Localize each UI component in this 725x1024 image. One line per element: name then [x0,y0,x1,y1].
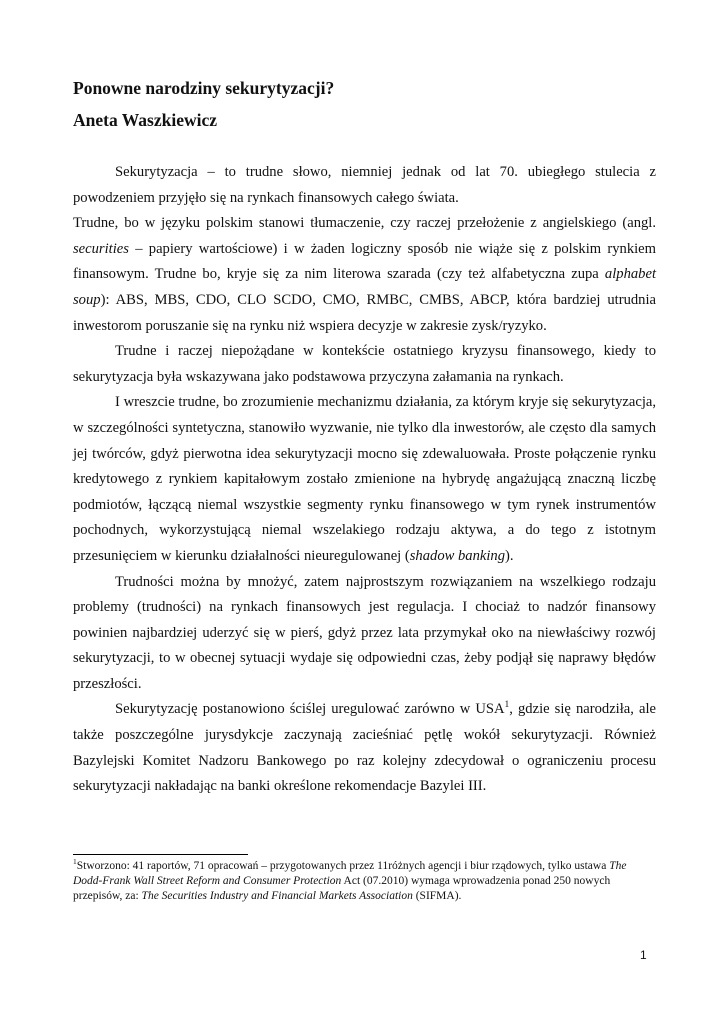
paragraph-1: Sekurytyzacja – to trudne słowo, niemniej jednak od lat 70. ubiegłego stulecia z powodzeniem przyjęło się na rynkach finansowych całego świata. [73,164,656,206]
paragraph-4-text-b: ). [505,547,514,564]
footnote-text-c: (SIFMA). [412,890,462,902]
footnote-text-a: Stworzono: 41 raportów, 71 opracowań – przygotowanych przez 11różnych agencji i biur rządowych, tylko ustawa [76,860,610,872]
paragraph-4-text-a: I wreszcie trudne, bo zrozumienie mechanizmu działania, za którym kryje się sekurytyzacja, w szczególności syntetyczna, stanowiło wyzwanie, nie tylko dla inwestorów, ale często dla samych jej twórców, gdyż pierwotna idea sekurytyzacji mocno się zdewaluowała. Proste połączenie rynku kredytowego z rynkiem kapitałowym zostało zmienione na hybrydę angażującą znaczną liczbę podmiotów, łączącą niemal wszystkie segmenty rynku finansowego w tym rynek instrumentów pochodnych, wykorzystującą niemal wszelakiego rodzaju aktywa, a do tego z istotnym przesunięciem w kierunku działalności nieuregulowanej ( [73,394,656,564]
footnote-number: 1 [73,857,77,867]
paragraph-2-text-a: Trudne, bo w języku polskim stanowi tłumaczenie, czy raczej przełożenie z angielskiego (angl. [73,215,656,232]
footnote-separator [73,854,248,855]
paragraph-4-term-shadow-banking: shadow banking [409,547,506,564]
paragraph-6-text-b: , gdzie się narodziła, ale także poszczególne jurysdykcje zaczynają zacieśniać pętlę wokół sekurytyzacji. Również Bazylejski Komitet Nadzoru Bankowego po raz kolejny zdecydował o ograniczeniu procesu sekurytyzacji nakładając na banki określone rekomendacje Bazylei III. [73,701,656,795]
paragraph-2-term-securities: securities [73,240,129,257]
footnote [73,859,656,904]
footnote-text-b: Act (07.2010) wymaga wprowadzenia ponad 250 nowych przepisów, za: [73,875,611,902]
paragraph-5: Trudności można by mnożyć, zatem najprostszym rozwiązaniem na wszelkiego rodzaju problemy (trudności) na rynkach finansowych jest regulacja. I chociaż to nadzór finansowy powinien najbardziej uderzyć się w pierś, gdyż przez lata przymykał oko na niewłaściwy rozwój sekurytyzacji, to w obecnej sytuacji wydaje się odpowiedni czas, żeby podjął się naprawy błędów przeszłości. [73,573,656,692]
footnote-source-name: The Securities Industry and Financial Markets Association [141,890,413,902]
paragraph-2 [73,211,656,339]
footnote-act-title: The Dodd-Frank Wall Street Reform and Consumer Protection [73,860,627,887]
paragraph-2-text-b: – papiery wartościowe) i w żaden logiczny sposób nie wiąże się z polskim rynkiem finansowym. Trudne bo, kryje się za nim literowa szarada (czy też alfabetyczna zupa [73,240,656,283]
paragraph-6-text-a: Sekurytyzację postanowiono ściślej uregulować zarówno w USA [115,701,505,718]
author-name: Aneta Waszkiewicz [73,110,218,130]
paragraph-2-text-c: ): ABS, MBS, CDO, CLO SCDO, CMO, RMBC, CMBS, ABCP, która bardziej utrudnia inwestorom poruszanie się na rynku niż wspiera decyzje w zakresie zysk/ryzyko. [73,291,656,334]
paragraph-2-term-alphabet-soup: alphabet soup [73,266,656,308]
paragraph-3: Trudne i raczej niepożądane w kontekście ostatniego kryzysu finansowego, kiedy to sekurytyzacja była wskazywana jako podstawowa przyczyna załamania na rynkach. [73,343,656,385]
document-body [73,160,656,800]
document-title: Ponowne narodziny sekurytyzacji? [73,78,335,98]
footnote-reference[interactable]: 1 [504,700,510,711]
paragraph-4 [73,390,656,569]
paragraph-6 [73,697,656,799]
page-number: 1 [640,948,647,962]
